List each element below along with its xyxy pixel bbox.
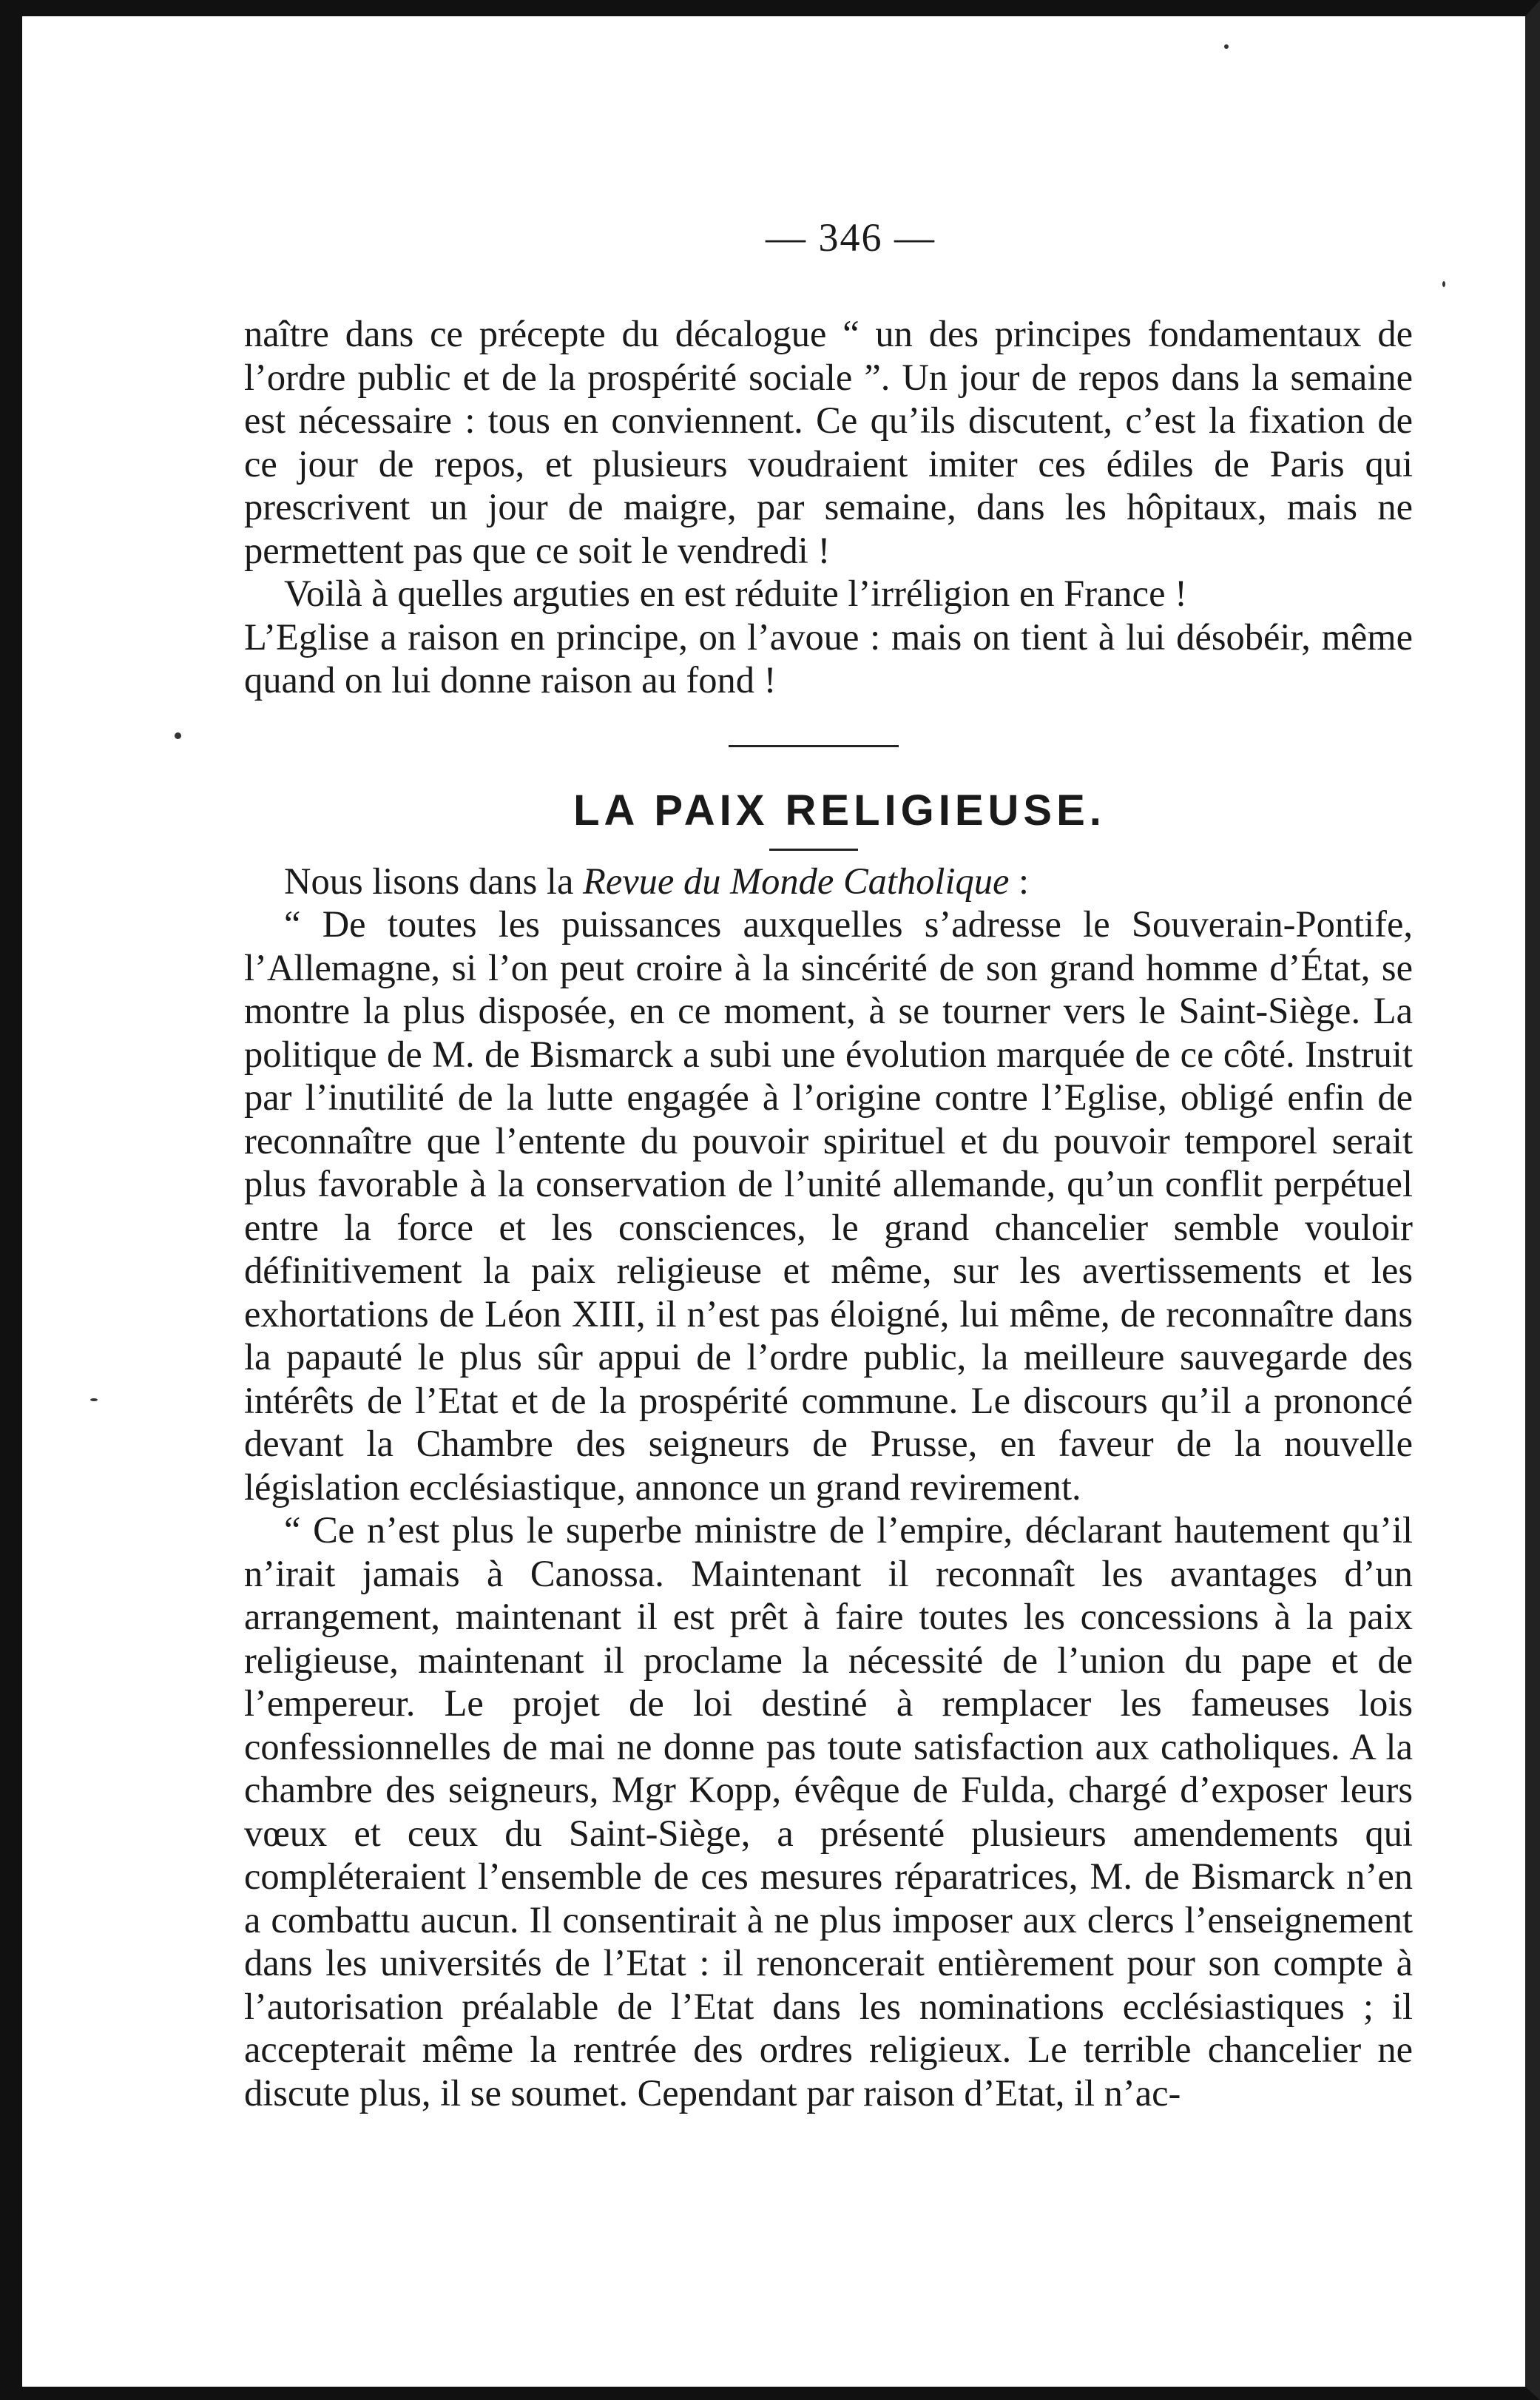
title-underline [769,849,858,851]
intro-prefix: Nous lisons dans la [284,860,583,902]
quote-paragraph: “ Ce n’est plus le superbe ministre de l’empire, déclarant hautement qu’il n’irait jamais à Canossa. Maintenant il reconnaît les avantages d’un arrangement, maintenant il est prêt à faire toutes les concessions à la paix religieuse, maintenant il proclame la nécessité de l’union du pape et de l’empereur. Le projet de loi destiné à remplacer les fameuses lois confessionnelles de mai ne donne pas toute satisfaction aux catholiques. A la chambre des seigneurs, Mgr Kopp, évêque de Fulda, chargé d’exposer leurs vœux et ceux du Saint-Siège, a présenté plusieurs amendements qui compléteraient l’ensemble de ces mesures réparatrices, M. de Bismarck n’en a combattu aucun. Il consentirait à ne plus imposer aux clercs l’enseignement dans les universités de l’Etat : il renoncerait entièrement pour son compte à l’autorisation préalable de l’Etat dans les nominations ecclésiastiques ; il accepterait même la rentrée des ordres religieux. Le terrible chancelier ne discute plus, il se soumet. Cependant par raison d’Etat, il n’ac- [244,1509,1413,2114]
scan-speck [175,732,181,739]
scan-speck [1442,281,1445,287]
scan-speck [90,1398,98,1401]
section-title: LA PAIX RELIGIEUSE. [573,786,1106,835]
section-separator [729,745,899,747]
section-body [244,860,1413,2115]
intro-line [244,860,1413,903]
book-page [244,215,1413,2114]
intro-suffix: : [1009,860,1030,902]
source-title: Revue du Monde Catholique [583,860,1010,902]
quote-paragraph: “ De toutes les puissances auxquelles s’adresse le Souverain-Pontife, l’Allemagne, si l’on peut croire à la sincérité de son grand homme d’État, se montre la plus disposée, en ce moment, à se tourner vers le Saint-Siège. La politique de M. de Bismarck a subi une évolution marquée de ce côté. Instruit par l’inutilité de la lutte engagée à l’origine contre l’Eglise, obligé enfin de reconnaître que l’entente du pouvoir spirituel et du pouvoir temporel serait plus favorable à la conservation de l’unité allemande, qu’un conflit perpétuel entre la force et les consciences, le grand chancelier semble vouloir définitivement la paix religieuse et même, sur les avertissements et les exhortations de Léon XIII, il n’est pas éloigné, lui même, de reconnaître dans la papauté le plus sûr appui de l’ordre public, la meilleure sauvegarde des intérêts de l’Etat et de la prospérité commune. Le discours qu’il a prononcé devant la Chambre des seigneurs de Prusse, en faveur de la nouvelle législation ecclésiastique, annonce un grand revirement. [244,903,1413,1508]
paragraph: Voilà à quelles arguties en est réduite l’irréligion en France ! [284,573,1187,614]
paragraph: L’Eglise a raison en principe, on l’avoue : mais on tient à lui désobéir, même quand on lui donne raison au fond ! [244,616,1413,701]
body-text [244,312,1413,702]
paragraph: naître dans ce précepte du décalogue “ un des principes fondamentaux de l’ordre public et de la prospérité sociale ”. Un jour de repos dans la semaine est nécessaire : tous en conviennent. Ce qu’ils discutent, c’est la fixation de ce jour de repos, et plusieurs voudraient imiter ces édiles de Paris qui prescrivent un jour de maigre, par semaine, dans les hôpitaux, mais ne permettent pas que ce soit le vendredi ! [244,313,1413,571]
scan-speck [1224,44,1229,49]
page-number: — 346 — [766,215,936,260]
